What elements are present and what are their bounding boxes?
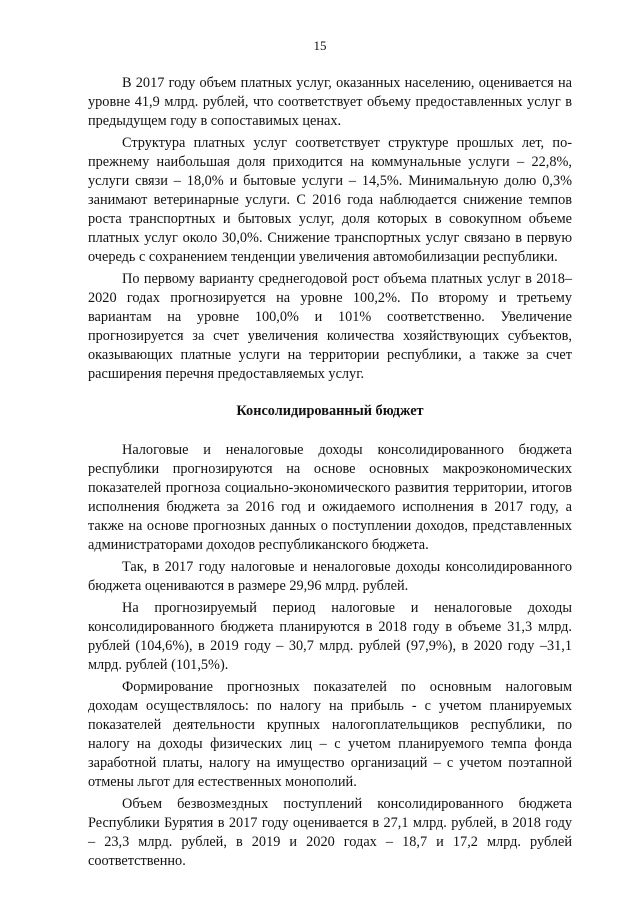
paragraph: По первому варианту среднегодовой рост объема платных услуг в 2018–2020 годах прогнозируется на уровне 100,2%. По второму и третьему вариантам на уровне 100,0% и 101% соответственно. Увеличение прогнозируется за счет увеличения количества хозяйствующих субъектов, оказывающих платные услуги на территории республики, а также за счет расширения перечня предоставляемых услуг. — [88, 271, 572, 382]
paragraph: На прогнозируемый период налоговые и неналоговые доходы консолидированного бюджета планируются в 2018 году в объеме 31,3 млрд. рублей (104,6%), в 2019 году – 30,7 млрд. рублей (97,9%), в 2020 году –31,1 млрд. рублей (101,5%). — [88, 600, 572, 673]
paragraph: В 2017 году объем платных услуг, оказанных населению, оценивается на уровне 41,9 млрд. рублей, что соответствует объему предоставленных услуг в предыдущем году в сопоставимых ценах. — [88, 75, 572, 129]
page-number: 15 — [313, 38, 327, 53]
paragraph: Структура платных услуг соответствует структуре прошлых лет, по-прежнему наибольшая доля приходится на коммунальные услуги – 22,8%, услуги связи – 18,0% и бытовые услуги – 14,5%. Минимальную долю 0,3% занимают ветеринарные услуги. С 2016 года наблюдается снижение темпов роста транспортных и бытовых услуг, доля которых в совокупном объеме платных услуг около 30,0%. Снижение транспортных услуг связано в первую очередь с сохранением тенденции увеличения автомобилизации республики. — [88, 135, 572, 265]
section-heading: Консолидированный бюджет — [236, 403, 424, 419]
paragraph: Объем безвозмездных поступлений консолидированного бюджета Республики Бурятия в 2017 году оценивается в 27,1 млрд. рублей, в 2018 году – 23,3 млрд. рублей, в 2019 и 2020 годах – 18,7 и 17,2 млрд. рублей соответственно. — [88, 796, 572, 869]
document-body — [88, 74, 572, 874]
paragraph: Формирование прогнозных показателей по основным налоговым доходам осуществлялось: по налогу на прибыль - с учетом планируемых показателей деятельности крупных налогоплательщиков республики, по налогу на доходы физических лиц – с учетом планируемого темпа фонда заработной платы, налогу на имущество организаций – с учетом поэтапной отмены льгот для естественных монополий. — [88, 679, 572, 790]
paragraph: Налоговые и неналоговые доходы консолидированного бюджета республики прогнозируются на основе основных макроэкономических показателей прогноза социально-экономического развития территории, итогов исполнения бюджета за 2016 год и ожидаемого исполнения в 2017 году, а также на основе прогнозных данных о поступлении доходов, представленных администраторами доходов республиканского бюджета. — [88, 442, 572, 553]
paragraph: Так, в 2017 году налоговые и неналоговые доходы консолидированного бюджета оцениваются в размере 29,96 млрд. рублей. — [88, 559, 572, 594]
